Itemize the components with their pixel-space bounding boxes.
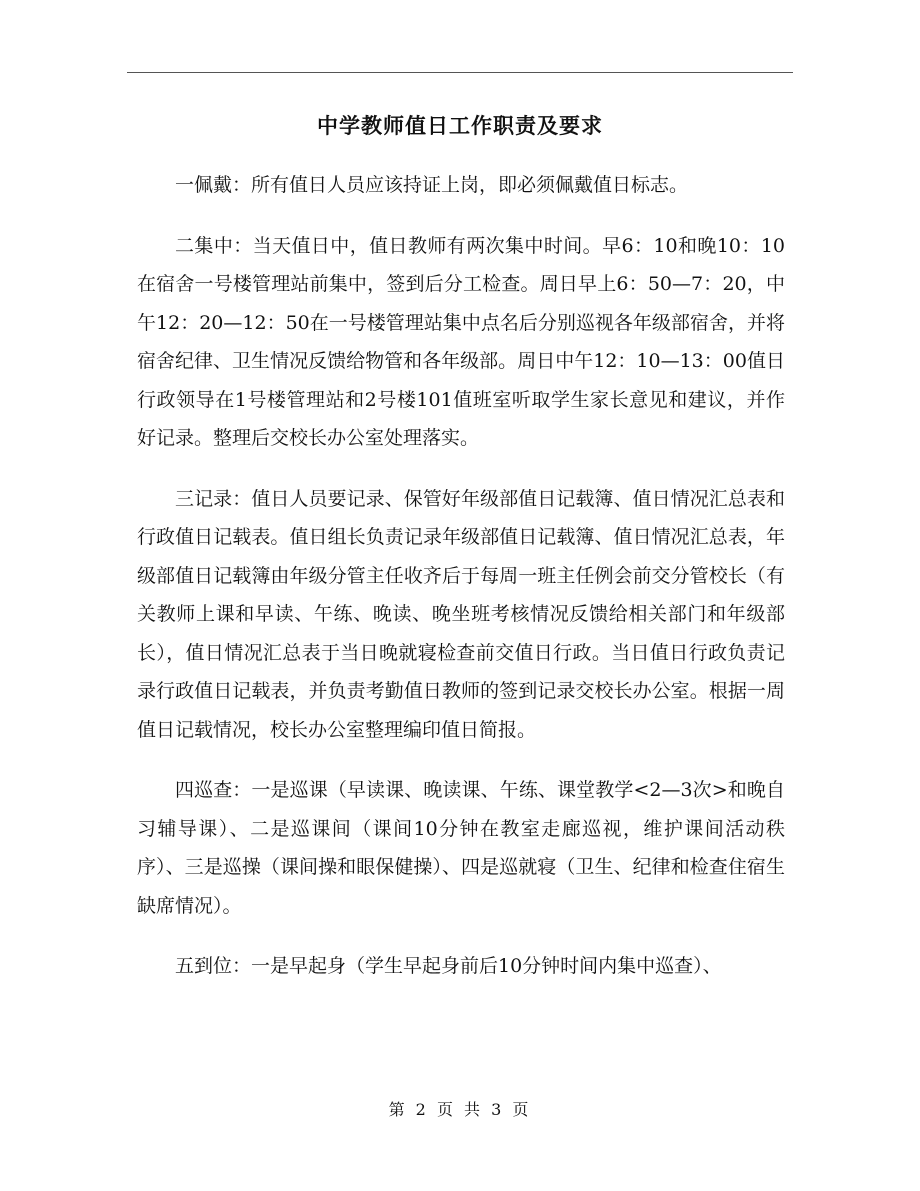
paragraph-wearing: 一佩戴：所有值日人员应该持证上岗，即必须佩戴值日标志。 [175, 174, 689, 196]
header-rule [127, 72, 793, 73]
paragraph-gathering: 二集中：当天值日中，值日教师有两次集中时间。早6：10和晚10：10在宿舍一号楼管理站前集中，签到后分工检查。周日早上6：50—7：20，中午12：20—12：50在一号楼管理站集中点名后分别巡视各年级部宿舍，并将宿舍纪律、卫生情况反馈给物管和各年级部。周日中午12：10—13：00值日行政领导在1号楼管理站和2号楼101值班室听取学生家长意见和建议，并作好记录。整理后交校长办公室处理落实。 [137, 234, 785, 449]
paragraph-inspection: 四巡查：一是巡课（早读课、晚读课、午练、课堂教学<2—3次>和晚自习辅导课）、二是巡课间（课间10分钟在教室走廊巡视，维护课间活动秩序）、三是巡操（课间操和眼保健操）、四是巡就寝（卫生、纪律和检查住宿生缺席情况）。 [137, 779, 785, 917]
document-body [137, 166, 785, 1008]
document-title: 中学教师值日工作职责及要求 [317, 114, 603, 138]
page-number-footer: 第 2 页 共 3 页 [388, 1100, 532, 1119]
paragraph-in-place: 五到位：一是早起身（学生早起身前后10分钟时间内集中巡查）、 [175, 955, 722, 977]
paragraph-recording: 三记录：值日人员要记录、保管好年级部值日记载簿、值日情况汇总表和行政值日记载表。值日组长负责记录年级部值日记载簿、值日情况汇总表，年级部值日记载簿由年级分管主任收齐后于每周一班主任例会前交分管校长（有关教师上课和早读、午练、晚读、晚坐班考核情况反馈给相关部门和年级部长），值日情况汇总表于当日晚就寝检查前交值日行政。当日值日行政负责记录行政值日记载表，并负责考勤值日教师的签到记录交校长办公室。根据一周值日记载情况，校长办公室整理编印值日简报。 [137, 487, 785, 741]
